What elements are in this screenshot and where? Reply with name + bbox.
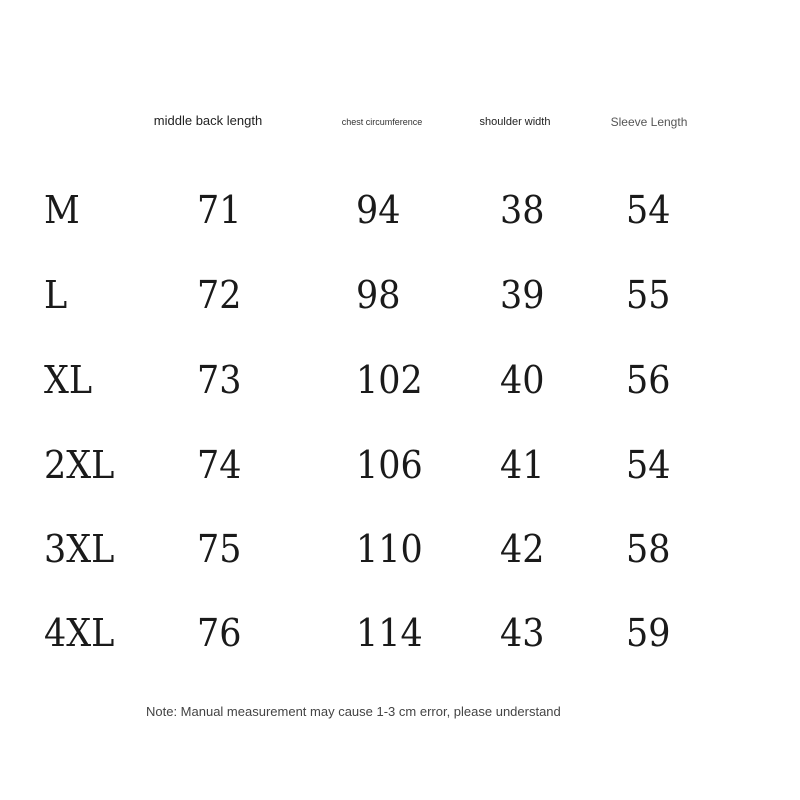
chest-value: 110: [356, 527, 423, 571]
chest-value: 114: [356, 611, 423, 655]
shoulder-value: 43: [500, 611, 545, 655]
shoulder-value: 42: [500, 527, 545, 571]
measurement-note: Note: Manual measurement may cause 1-3 cm error, please understand: [146, 704, 561, 719]
back-length-value: 76: [197, 611, 242, 655]
size-label: XL: [44, 358, 93, 402]
back-length-value: 75: [197, 527, 242, 571]
chest-value: 106: [356, 443, 423, 487]
sleeve-value: 54: [626, 443, 671, 487]
chest-value: 102: [356, 358, 423, 402]
size-label: 4XL: [44, 611, 115, 655]
size-label: 3XL: [44, 527, 115, 571]
chest-value: 94: [356, 188, 401, 232]
chest-value: 98: [356, 273, 401, 317]
size-row-xl: [0, 350, 800, 410]
shoulder-value: 40: [500, 358, 545, 402]
size-row-2xl: [0, 435, 800, 495]
header-chest-circumference: chest circumference: [341, 117, 423, 127]
size-row-l: [0, 265, 800, 325]
header-middle-back-length: middle back length: [153, 113, 263, 128]
header-shoulder-width: shoulder width: [479, 116, 551, 128]
back-length-value: 74: [197, 443, 242, 487]
sleeve-value: 59: [626, 611, 671, 655]
sleeve-value: 55: [626, 273, 671, 317]
sleeve-value: 58: [626, 527, 671, 571]
size-row-4xl: [0, 603, 800, 663]
back-length-value: 73: [197, 358, 242, 402]
sleeve-value: 54: [626, 188, 671, 232]
shoulder-value: 39: [500, 273, 545, 317]
size-label: 2XL: [44, 443, 115, 487]
back-length-value: 72: [197, 273, 242, 317]
sleeve-value: 56: [626, 358, 671, 402]
shoulder-value: 38: [500, 188, 545, 232]
size-label: M: [44, 188, 80, 232]
back-length-value: 71: [197, 188, 242, 232]
header-sleeve-length: Sleeve Length: [610, 115, 688, 129]
size-row-3xl: [0, 519, 800, 579]
size-label: L: [44, 273, 68, 317]
size-row-m: [0, 180, 800, 240]
shoulder-value: 41: [500, 443, 545, 487]
